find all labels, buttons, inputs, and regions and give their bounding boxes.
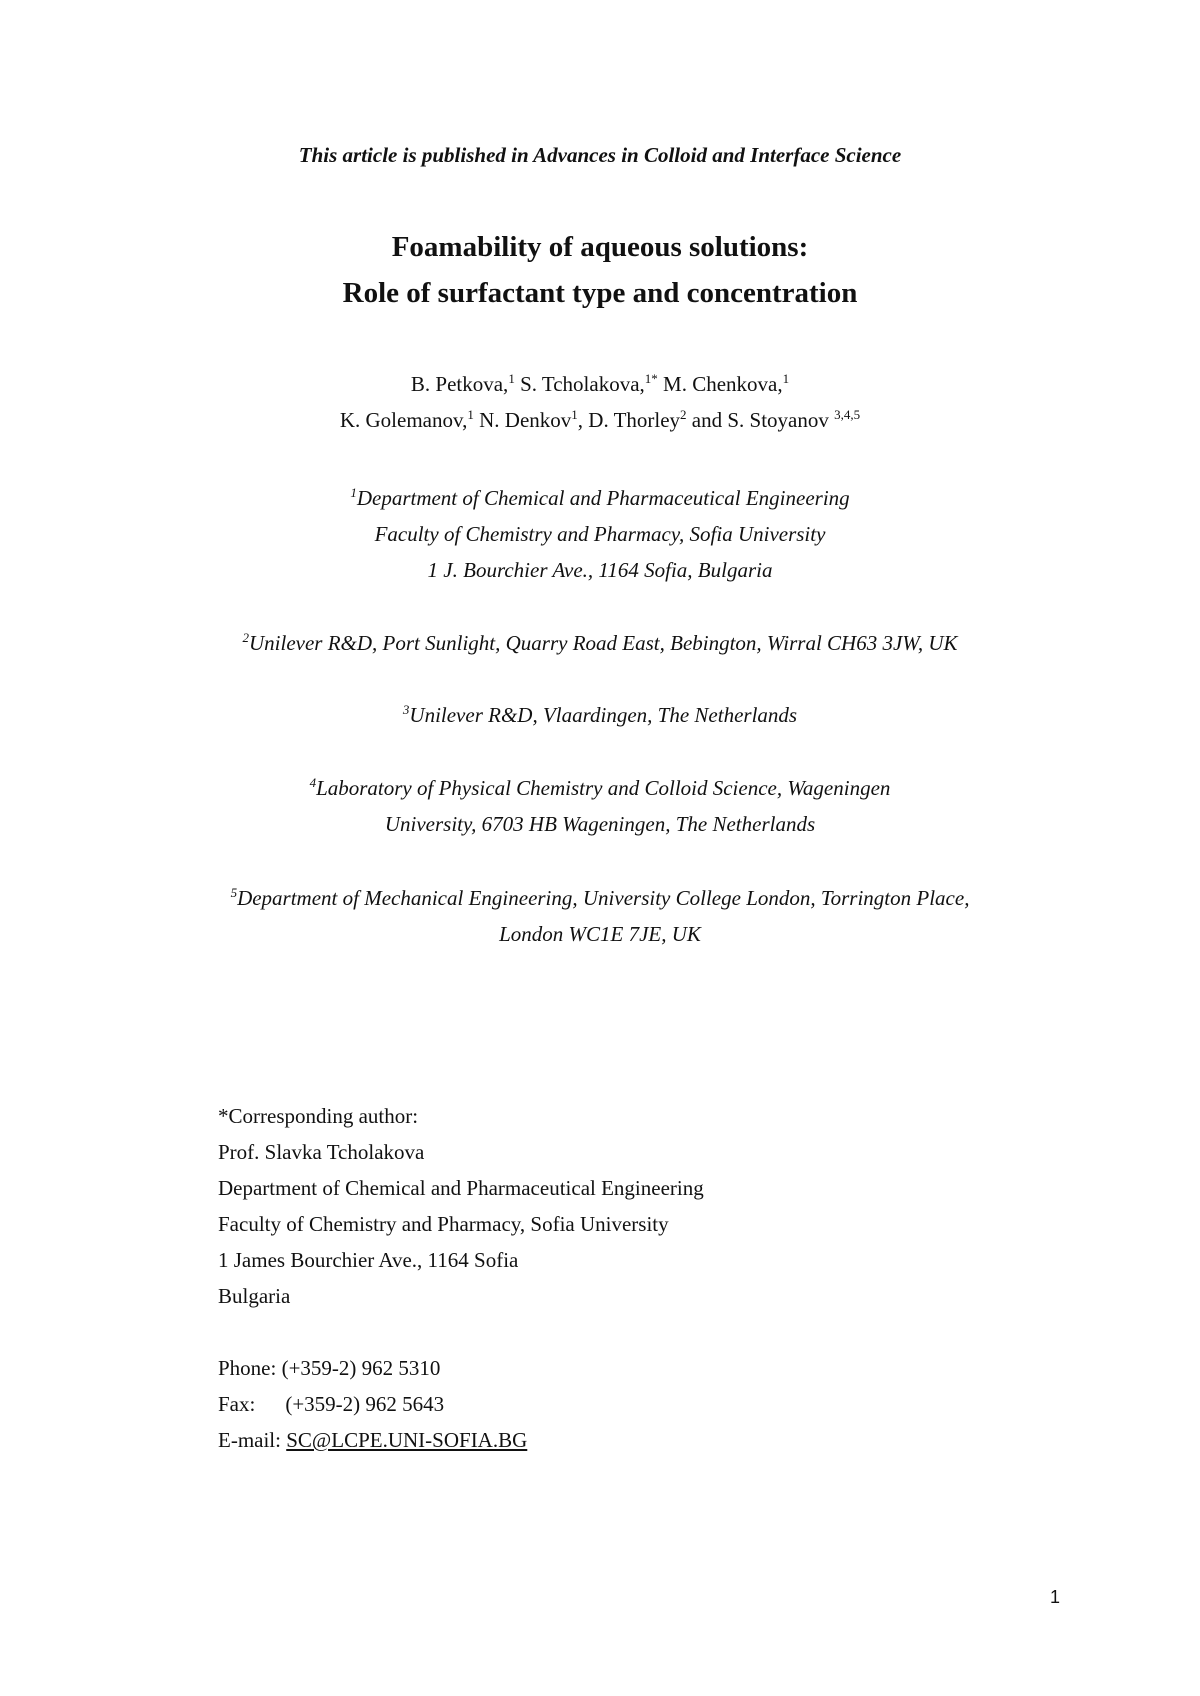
journal-line: This article is published in Advances in Colloid and Interface Science [298,143,902,167]
affiliation-1-sup: 1 [350,485,357,500]
fax-label: Fax: [218,1392,256,1416]
affiliation-2-sup: 2 [242,630,249,645]
corresponding-department: Department of Chemical and Pharmaceutical Engineering [218,1176,704,1200]
email-link[interactable]: SC@LCPE.UNI-SOFIA.BG [286,1428,528,1452]
author-chenkova: M. Chenkova, [657,372,783,396]
phone-line [218,1356,440,1381]
corresponding-heading: *Corresponding author: [218,1104,419,1128]
phone-value: (+359-2) 962 5310 [281,1356,441,1380]
author-denkov: N. Denkov [473,408,572,432]
affiliation-1-line-2: Faculty of Chemistry and Pharmacy, Sofia University [374,522,826,546]
author-stoyanov-sup: 3,4,5 [834,407,861,422]
email-label: E-mail: [218,1428,281,1452]
affiliation-5-line-1: $^5$Department of Mechanical Engineering, University College London, Torrington Place, [230,885,970,910]
author-golemanov: K. Golemanov, [339,408,468,432]
affiliation-5-line-2: London WC1E 7JE, UK [499,922,701,946]
author-line-2 [0,408,1200,433]
affiliation-4-sup: 4 [309,775,317,790]
author-tcholakova-sup: 1* [644,371,658,386]
author-thorley: , D. Thorley [577,408,681,432]
paper-title-line-2: Role of surfactant type and concentration [342,277,858,309]
phone-label: Phone: [218,1356,277,1380]
affiliation-4-line-2: University, 6703 HB Wageningen, The Netherlands [384,812,816,836]
fax-value: (+359-2) 962 5643 [285,1392,445,1416]
author-chenkova-sup: 1 [782,371,790,386]
email-line [218,1428,527,1453]
author-golemanov-sup: 1 [467,407,474,422]
author-denkov-sup: 1 [571,407,578,422]
page-number: 1 [1050,1587,1061,1607]
corresponding-country: Bulgaria [218,1284,291,1308]
author-tcholakova: S. Tcholakova, [514,372,645,396]
affiliation-2-line-1: $^2$Unilever R&D, Port Sunlight, Quarry Road East, Bebington, Wirral CH63 3JW, UK [242,630,958,655]
corresponding-name: Prof. Slavka Tcholakova [218,1140,425,1164]
affiliation-5-sup: 5 [230,885,238,900]
author-petkova: B. Petkova, [410,372,509,396]
author-petkova-sup: 1 [508,371,515,386]
paper-title-line-1: Foamability of aqueous solutions: [391,231,809,263]
affiliation-3-line-1: $^3$Unilever R&D, Vlaardingen, The Netherlands [402,702,798,727]
corresponding-faculty: Faculty of Chemistry and Pharmacy, Sofia University [218,1212,669,1236]
corresponding-address: 1 James Bourchier Ave., 1164 Sofia [218,1248,519,1272]
author-thorley-sup: 2 [680,407,687,422]
fax-line [218,1392,444,1417]
affiliation-3-sup: 3 [402,702,410,717]
author-line-1 [0,372,1200,397]
affiliation-4-line-1: $^4$Laboratory of Physical Chemistry and Colloid Science, Wageningen [309,775,891,800]
author-stoyanov: and S. Stoyanov [686,408,835,432]
affiliation-1-line-1: $^1$Department of Chemical and Pharmaceutical Engineering [350,485,850,510]
affiliation-1-line-3: 1 J. Bourchier Ave., 1164 Sofia, Bulgaria [427,558,773,582]
